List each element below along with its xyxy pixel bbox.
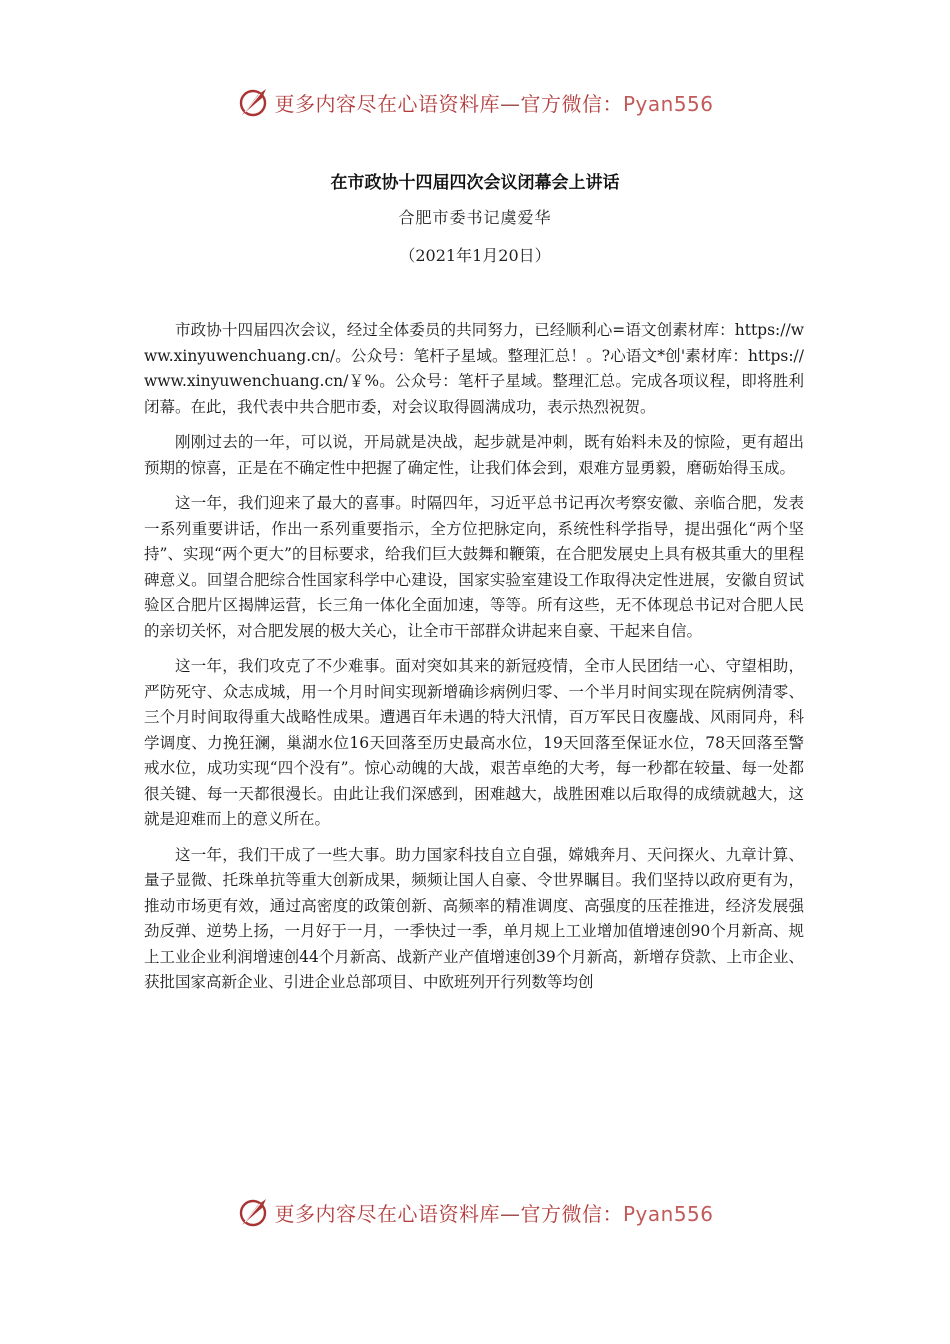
paragraph: 刚刚过去的一年，可以说，开局就是决战，起步就是冲刺，既有始料未及的惊险，更有超出预期的惊喜，正是在不确定性中把握了确定性，让我们体会到，艰难方显勇毅，磨砺始得玉成。 bbox=[144, 433, 804, 477]
paragraph: 这一年，我们迎来了最大的喜事。时隔四年，习近平总书记再次考察安徽、亲临合肥，发表一系列重要讲话，作出一系列重要指示，全方位把脉定向，系统性科学指导，提出强化“两个坚持”、实现“两个更大”的目标要求，给我们巨大鼓舞和鞭策，在合肥发展史上具有极其重大的里程碑意义。回望合肥综合性国家科学中心建设，国家实验室建设工作取得决定性进展，安徽自贸试验区合肥片区揭牌运营，长三角一体化全面加速，等等。所有这些，无不体现总书记对合肥人民的亲切关怀，对合肥发展的极大关心，让全市干部群众讲起来自豪、干起来自信。 bbox=[144, 494, 804, 640]
watermark-banner-bottom bbox=[0, 1192, 950, 1232]
document-author: 合肥市委书记虞爱华 bbox=[398, 208, 552, 227]
watermark-text: 更多内容尽在心语资料库—官方微信：Pyan556 bbox=[274, 1201, 714, 1226]
quill-circle-icon bbox=[236, 85, 270, 119]
paragraph: 市政协十四届四次会议，经过全体委员的共同努力，已经顺利心=语文创素材库：https://www.xinyuwenchuang.cn/。公众号：笔杆子星域。整理汇总！。?心语文*创'素材库：https://www.xinyuwenchuang.cn/￥%。公众号：笔杆子星域。整理汇总。完成各项议程，即将胜利闭幕。在此，我代表中共合肥市委，对会议取得圆满成功，表示热烈祝贺。 bbox=[144, 321, 804, 416]
paragraph: 这一年，我们干成了一些大事。助力国家科技自立自强，嫦娥奔月、天问探火、九章计算、量子显微、托珠单抗等重大创新成果，频频让国人自豪、令世界瞩目。我们坚持以政府更有为，推动市场更有效，通过高密度的政策创新、高频率的精准调度、高强度的压茬推进，经济发展强劲反弹、逆势上扬，一月好于一月，一季快过一季，单月规上工业增加值增速创90个月新高、规上工业企业利润增速创44个月新高、战新产业产值增速创39个月新高，新增存贷款、上市企业、获批国家高新企业、引进企业总部项目、中欧班列开行列数等均创 bbox=[144, 845, 804, 991]
watermark-banner-top bbox=[0, 82, 950, 122]
document-date: （2021年1月20日） bbox=[399, 246, 551, 265]
document-body bbox=[144, 318, 804, 1006]
quill-circle-icon bbox=[236, 1195, 270, 1229]
paragraph: 这一年，我们攻克了不少难事。面对突如其来的新冠疫情，全市人民团结一心、守望相助，严防死守、众志成城，用一个月时间实现新增确诊病例归零、一个半月时间实现在院病例清零、三个月时间取得重大战略性成果。遭遇百年未遇的特大汛情，百万军民日夜鏖战、风雨同舟，科学调度、力挽狂澜，巢湖水位16天回落至历史最高水位，19天回落至保证水位，78天回落至警戒水位，成功实现“四个没有”。惊心动魄的大战，艰苦卓绝的大考，每一秒都在较量、每一处都很关键、每一天都很漫长。由此让我们深感到，困难越大，战胜困难以后取得的成绩就越大，这就是迎难而上的意义所在。 bbox=[144, 657, 804, 828]
document-title: 在市政协十四届四次会议闭幕会上讲话 bbox=[330, 173, 620, 193]
watermark-text: 更多内容尽在心语资料库—官方微信：Pyan556 bbox=[274, 91, 714, 116]
